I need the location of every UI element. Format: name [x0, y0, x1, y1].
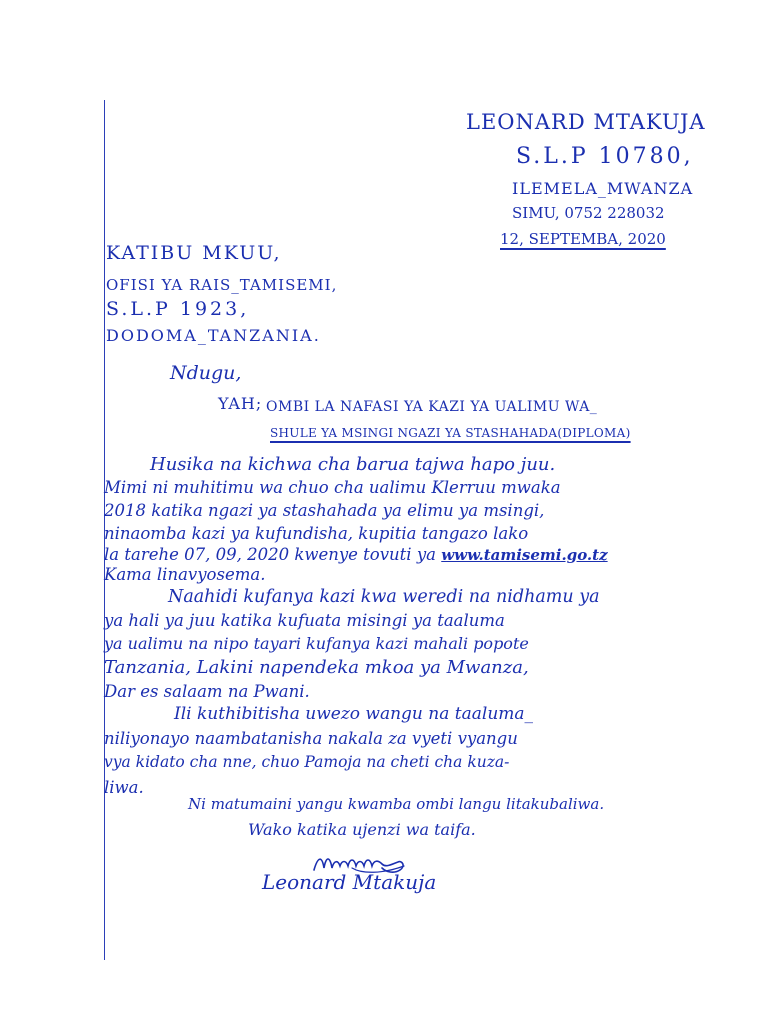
recipient-city: DODOMA_TANZANIA.: [106, 326, 321, 345]
body-line-14: vya kidato cha nne, chuo Pamoja na cheti cha kuza-: [104, 753, 510, 771]
body-line-13: niliyonayo naambatanisha nakala za vyeti vyangu: [104, 729, 518, 748]
body-line-5: [104, 547, 608, 564]
subject-line-2: SHULE YA MSINGI NGAZI YA STASHAHADA(DIPLOMA): [270, 426, 631, 440]
sender-name: LEONARD MTAKUJA: [466, 110, 706, 134]
signature-name: Leonard Mtakuja: [262, 870, 437, 894]
body-line-9: ya ualimu na nipo tayari kufanya kazi mahali popote: [104, 634, 529, 653]
sender-po-box: S.L.P 10780,: [516, 144, 694, 169]
body-line-2: Mimi ni muhitimu wa chuo cha ualimu Klerruu mwaka: [104, 478, 561, 497]
body-line-1: Husika na kichwa cha barua tajwa hapo juu.: [150, 454, 556, 475]
sender-location: ILEMELA_MWANZA: [512, 179, 694, 198]
body-line-10: Tanzania, Lakini napendeka mkoa ya Mwanza,: [104, 657, 529, 678]
body-line-7: Naahidi kufanya kazi kwa weredi na nidhamu ya: [168, 587, 600, 607]
salutation: Ndugu,: [170, 362, 242, 384]
closing-line-2: Wako katika ujenzi wa taifa.: [248, 820, 476, 839]
body-line-8: ya hali ya juu katika kufuata misingi ya taaluma: [104, 611, 505, 630]
body-line-6: Kama linavyosema.: [104, 565, 266, 584]
body-line-3: 2018 katika ngazi ya stashahada ya elimu ya msingi,: [104, 501, 545, 520]
body-line-15: liwa.: [104, 778, 144, 797]
letter-date: 12, SEPTEMBA, 2020: [500, 230, 666, 248]
subject-line-1: OMBI LA NAFASI YA KAZI YA UALIMU WA_: [266, 399, 598, 415]
recipient-title: KATIBU MKUU,: [106, 242, 282, 264]
sender-phone: SIMU, 0752 228032: [512, 204, 665, 222]
subject-label: YAH;: [218, 394, 263, 413]
closing-line-1: Ni matumaini yangu kwamba ombi langu litakubaliwa.: [188, 795, 605, 813]
body-line-5-text: la tarehe 07, 09, 2020 kwenye tovuti ya: [104, 545, 436, 564]
website-link[interactable]: www.tamisemi.go.tz: [441, 546, 608, 564]
body-line-11: Dar es salaam na Pwani.: [104, 682, 310, 701]
recipient-office: OFISI YA RAIS_TAMISEMI,: [106, 276, 338, 294]
body-line-4: ninaomba kazi ya kufundisha, kupitia tangazo lako: [104, 524, 529, 543]
recipient-po-box: S.L.P 1923,: [106, 298, 250, 320]
body-line-12: Ili kuthibitisha uwezo wangu na taaluma_: [174, 704, 534, 724]
